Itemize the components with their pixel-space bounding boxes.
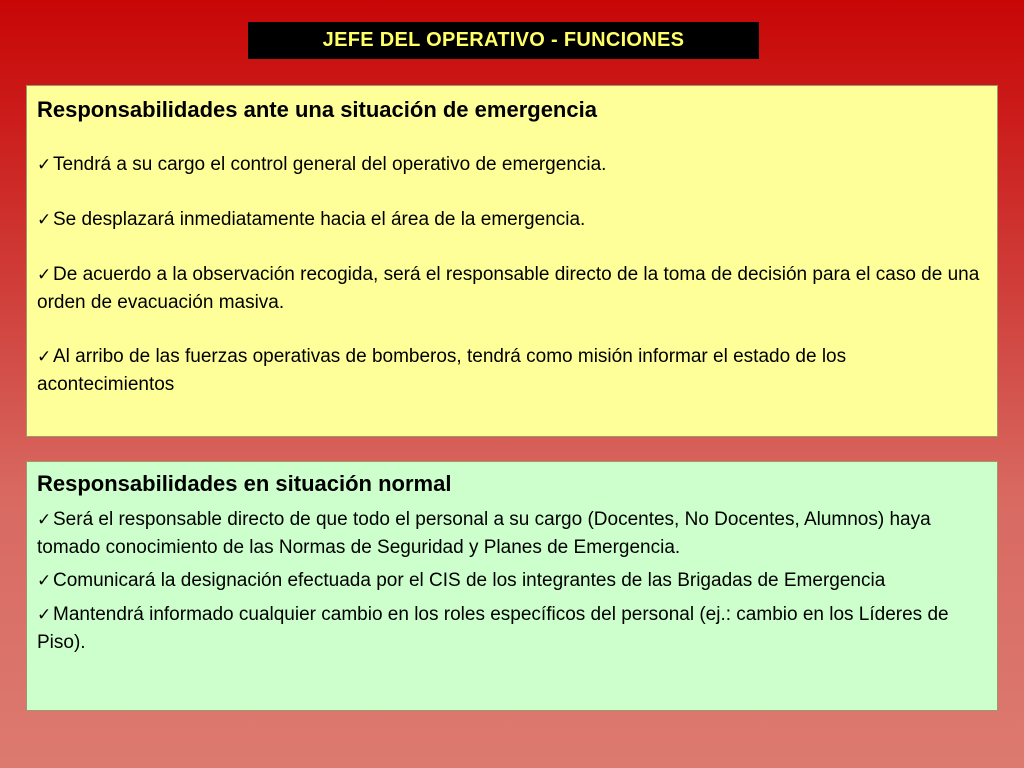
emergency-item-text: De acuerdo a la observación recogida, será el responsable directo de la toma de decisión para el caso de una orden de evacuación masiva. (37, 264, 980, 313)
emergency-item-3 (37, 261, 987, 316)
normal-item-1 (37, 506, 987, 561)
check-icon: ✓ (37, 347, 52, 367)
check-icon: ✓ (37, 210, 52, 230)
check-icon: ✓ (37, 571, 52, 591)
emergency-item-text: Tendrá a su cargo el control general del operativo de emergencia. (53, 154, 607, 175)
emergency-item-text: Al arribo de las fuerzas operativas de bomberos, tendrá como misión informar el estado de los acontecimientos (37, 346, 847, 395)
emergency-item-2 (37, 206, 987, 234)
check-icon: ✓ (37, 605, 52, 625)
emergency-item-4 (37, 343, 987, 398)
normal-item-text: Será el responsable directo de que todo el personal a su cargo (Docentes, No Docentes, Alumnos) haya tomado conocimiento de las Normas de Seguridad y Planes de Emergencia. (37, 509, 931, 558)
normal-item-2 (37, 567, 987, 595)
normal-panel (26, 461, 998, 711)
check-icon: ✓ (37, 155, 52, 175)
normal-item-text: Mantendrá informado cualquier cambio en los roles específicos del personal (ej.: cambio en los Líderes de Piso). (37, 604, 949, 653)
check-icon: ✓ (37, 510, 52, 530)
emergency-panel (26, 85, 998, 437)
emergency-heading: Responsabilidades ante una situación de emergencia (37, 97, 597, 122)
normal-heading: Responsabilidades en situación normal (37, 471, 452, 496)
normal-item-3 (37, 601, 987, 656)
normal-item-text: Comunicará la designación efectuada por el CIS de los integrantes de las Brigadas de Emergencia (53, 570, 886, 591)
emergency-item-text: Se desplazará inmediatamente hacia el área de la emergencia. (53, 209, 586, 230)
slide-title: JEFE DEL OPERATIVO - FUNCIONES (248, 22, 759, 59)
emergency-item-1 (37, 151, 987, 179)
check-icon: ✓ (37, 265, 52, 285)
